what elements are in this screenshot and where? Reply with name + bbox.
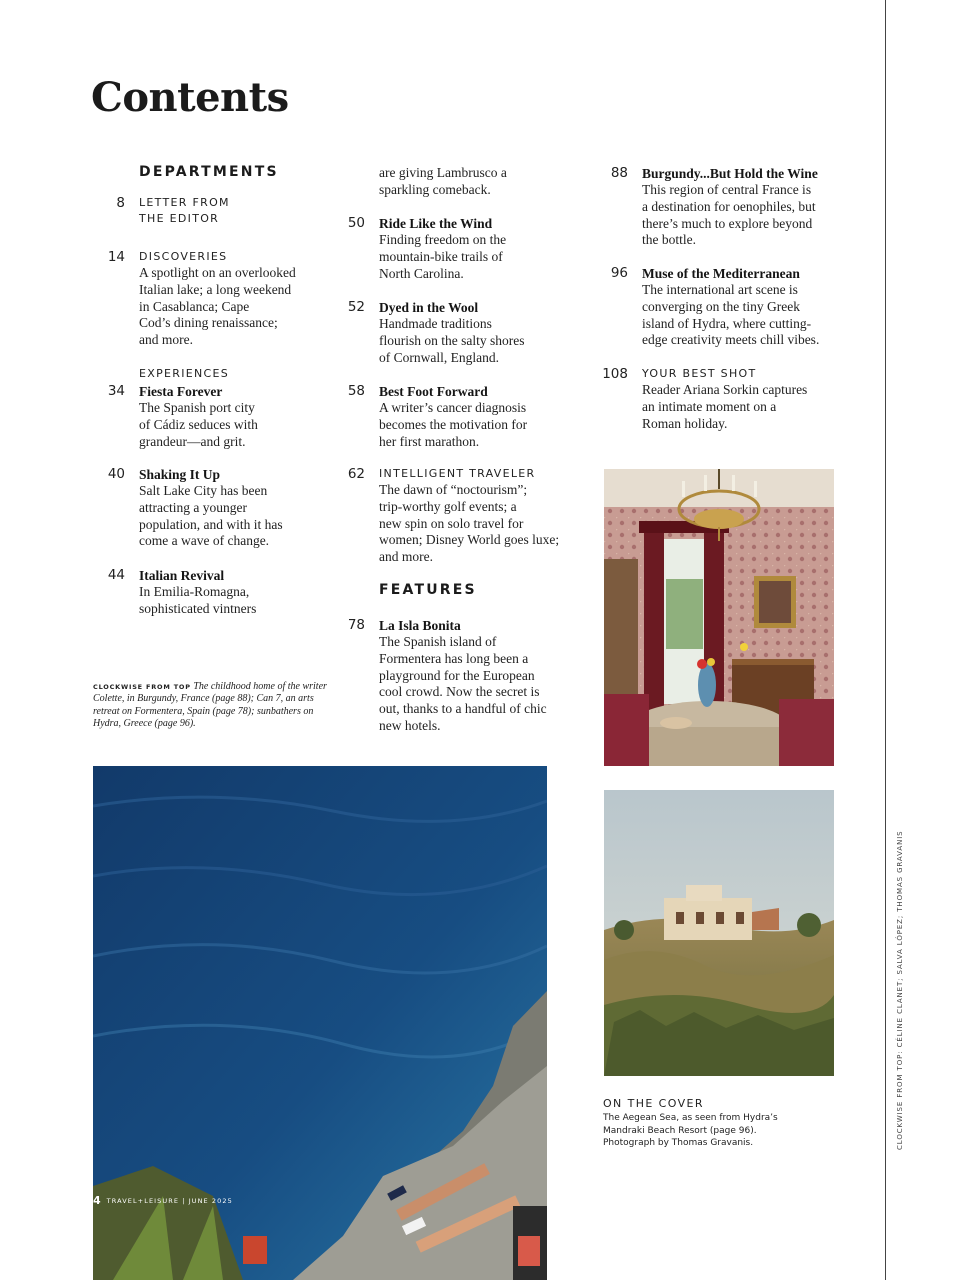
entry-description: A spotlight on an overlooked Italian lake; a long weekend in Casablanca; Cape Cod’s dining renaissance; and more. [139,265,296,348]
entry-page: 96 [610,265,628,281]
entry-description: Reader Ariana Sorkin captures an intimate moment on a Roman holiday. [642,382,808,431]
photo-colette-house-image [604,469,834,766]
toc-entry[interactable] [116,195,339,227]
entry-description: The dawn of “noctourism”; trip-worthy golf events; a new spin on solo travel for women; Disney World goes luxe; and more. [379,482,560,565]
entry-label: INTELLIGENT TRAVELER [379,467,536,480]
entry-title: Dyed in the Wool [379,300,479,315]
entry-description: The international art scene is converging on the tiny Greek island of Hydra, where cutting- edge creativity meets chill vibes. [642,282,820,348]
toc-entry[interactable] [610,265,842,349]
toc-entry[interactable] [107,466,339,550]
entry-page: 52 [347,299,365,315]
photo-caption [93,681,341,731]
entry-page: 88 [610,165,628,181]
cover-description: The Aegean Sea, as seen from Hydra’s Mandraki Beach Resort (page 96). Photograph by Thomas Gravanis. [603,1113,778,1148]
entry-page: 58 [347,383,365,399]
entry-description: Finding freedom on the mountain-bike trails of North Carolina. [379,232,507,281]
features-heading: FEATURES [379,582,477,598]
entry-page: 78 [347,617,365,633]
photo-hydra-sea [93,766,547,1280]
toc-entry[interactable] [347,383,579,450]
entry-description: Salt Lake City has been attracting a younger population, and with it has come a wave of change. [139,483,283,549]
entry-label: LETTER FROM THE EDITOR [139,196,230,225]
toc-entry[interactable] [107,567,339,618]
toc-entry[interactable] [602,366,842,432]
caption-text: The childhood home of the writer Colette, in Burgundy, France (page 88); Can 7, an arts retreat on Formentera, Spain (page 78); sunbathers on Hydra, Greece (page 96). [93,681,327,730]
entry-page: 14 [107,249,125,265]
entry-title: Fiesta Forever [139,384,223,399]
toc-entry-continued [379,165,579,199]
toc-entry[interactable] [347,466,579,566]
entry-description: A writer’s cancer diagnosis becomes the motivation for her first marathon. [379,400,528,449]
entry-title: Italian Revival [139,568,225,583]
toc-entry[interactable] [107,249,339,349]
entry-label: EXPERIENCES [139,367,230,380]
cover-heading: ON THE COVER [603,1097,704,1110]
page-footer [93,1191,233,1209]
page-number: 4 [93,1194,101,1207]
entry-title: La Isla Bonita [379,618,461,633]
entry-description: The Spanish port city of Cádiz seduces with grandeur—and grit. [139,400,258,449]
photo-can7-retreat [604,790,834,1076]
entry-page: 44 [107,567,125,583]
photo-colette-house [604,469,834,766]
entry-description: The Spanish island of Formentera has long been a playground for the European cool crowd. Now the secret is out, thanks to a handful of chic new hotels. [379,634,547,733]
toc-entry[interactable] [107,383,339,450]
margin-rule [885,0,886,1280]
entry-page: 8 [116,195,125,211]
entry-title: Best Foot Forward [379,384,488,399]
entry-label: DISCOVERIES [139,250,228,263]
entry-description: In Emilia-Romagna, sophisticated vintners [139,584,257,616]
entry-title: Ride Like the Wind [379,216,493,231]
entry-page: 34 [107,383,125,399]
entry-page: 62 [347,466,365,482]
entry-title: Shaking It Up [139,467,221,482]
entry-description: Handmade traditions flourish on the salty shores of Cornwall, England. [379,316,525,365]
entry-description: are giving Lambrusco a sparkling comeback. [379,165,507,197]
caption-lead: CLOCKWISE FROM TOP [93,683,191,691]
magazine-folio: TRAVEL+LEISURE | JUNE 2025 [106,1197,233,1205]
toc-entry[interactable] [610,165,842,249]
entry-description: This region of central France is a destination for oenophiles, but there’s much to explore beyond the bottle. [642,182,816,248]
section-label [139,366,339,382]
entry-label: YOUR BEST SHOT [642,367,757,380]
toc-entry[interactable] [347,215,579,282]
entry-page: 50 [347,215,365,231]
photo-can7-retreat-image [604,790,834,1076]
photo-credit: CLOCKWISE FROM TOP: CÉLINE CLANET; SALVA LÓPEZ; THOMAS GRAVANIS [896,830,904,1150]
departments-heading: DEPARTMENTS [139,164,279,180]
entry-title: Muse of the Mediterranean [642,266,800,281]
entry-page: 40 [107,466,125,482]
entry-title: Burgundy...But Hold the Wine [642,166,818,181]
toc-entry[interactable] [347,299,579,366]
entry-page: 108 [602,366,628,382]
toc-entry[interactable] [347,617,579,735]
page-title: Contents [91,74,289,121]
